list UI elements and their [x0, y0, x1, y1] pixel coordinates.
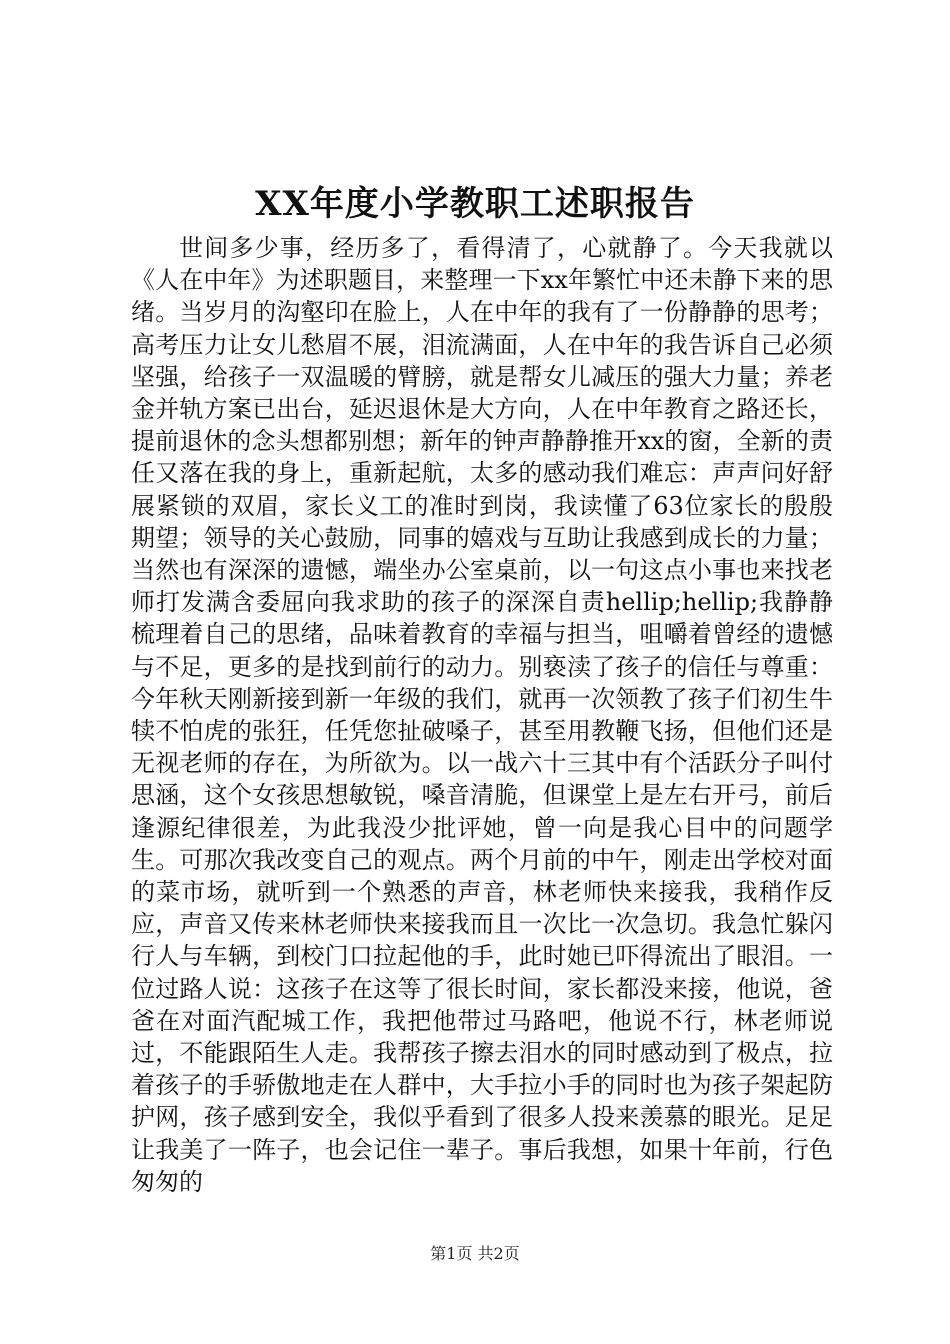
body-paragraph: 世间多少事，经历多了，看得清了，心就静了。今天我就以《人在中年》为述职题目，来整理一下xx年繁忙中还未静下来的思绪。当岁月的沟壑印在脸上，人在中年的我有了一份静静的思考；高考压力让女儿愁眉不展，泪流满面，人在中年的我告诉自己必须坚强，给孩子一双温暖的臂膀，就是帮女儿减压的强大力量；养老金并轨方案已出台，延迟退休是大方向，人在中年教育之路还长，提前退休的念头想都别想；新年的钟声静静推开xx的窗，全新的责任又落在我的身上，重新起航，太多的感动我们难忘：声声问好舒展紧锁的双眉，家长义工的准时到岗，我读懂了63位家长的殷殷期望；领导的关心鼓励，同事的嬉戏与互助让我感到成长的力量；当然也有深深的遗憾，端坐办公室桌前，以一句这点小事也来找老师打发满含委屈向我求助的孩子的深深自责hellip;hellip;我静静梳理着自己的思绪，品味着教育的幸福与担当，咀嚼着曾经的遗憾与不足，更多的是找到前行的动力。别亵渎了孩子的信任与尊重：今年秋天刚新接到新一年级的我们，就再一次领教了孩子们初生牛犊不怕虎的张狂，任凭您扯破嗓子，甚至用教鞭飞扬，但他们还是无视老师的存在，为所欲为。以一战六十三其中有个活跃分子叫付思涵，这个女孩思想敏锐，嗓音清脆，但课堂上是左右开弓，前后逢源纪律很差，为此我没少批评她，曾一向是我心目中的问题学生。可那次我改变自己的观点。两个月前的中午，刚走出学校对面的菜市场，就听到一个熟悉的声音，林老师快来接我，我稍作反应，声音又传来林老师快来接我而且一次比一次急切。我急忙躲闪行人与车辆，到校门口拉起他的手，此时她已吓得流出了眼泪。一位过路人说：这孩子在这等了很长时间，家长都没来接，他说，爸爸在对面汽配城工作，我把他带过马路吧，他说不行，林老师说过，不能跟陌生人走。我帮孩子擦去泪水的同时感动到了极点，拉着孩子的手骄傲地走在人群中，大手拉小手的同时也为孩子架起防护网，孩子感到安全，我似乎看到了很多人投来羡慕的眼光。足足让我美了一阵子，也会记住一辈子。事后我想，如果十年前，行色匆匆的 — [131, 234, 833, 1196]
document-title: XX年度小学教职工述职报告 — [255, 184, 695, 224]
page-footer: 第1页 共2页 — [430, 1244, 520, 1263]
